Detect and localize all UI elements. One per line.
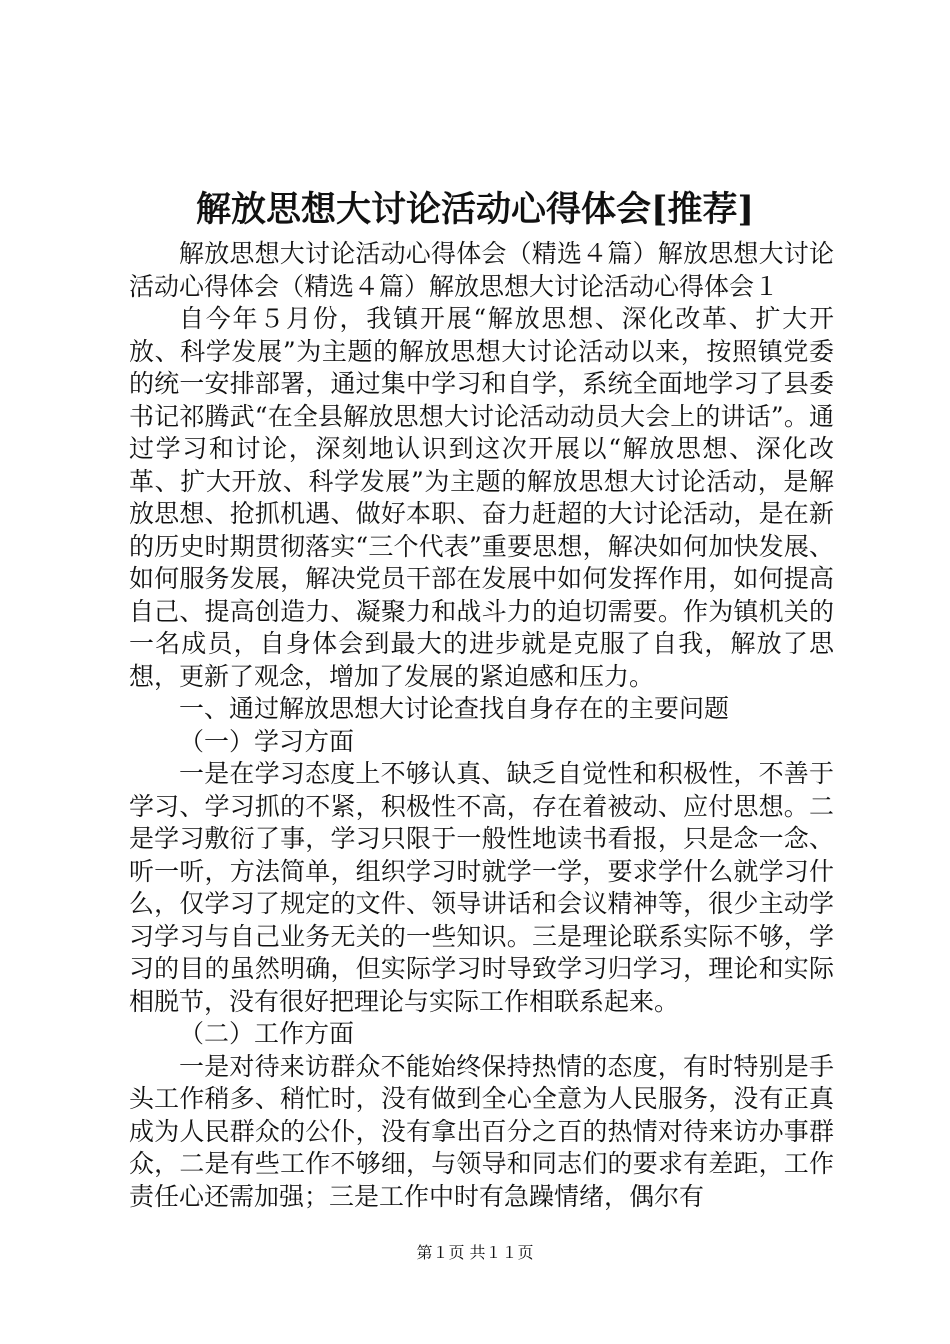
paragraph-main: 自今年５月份，我镇开展“解放思想、深化改革、扩大开放、科学发展”为主题的解放思想大讨论活动以来，按照镇党委的统一安排部署，通过集中学习和自学，系统全面地学习了县委书记祁腾武“在全县解放思想大讨论活动动员大会上的讲话”。通过学习和讨论，深刻地认识到这次开展以“解放思想、深化改革、扩大开放、科学发展”为主题的解放思想大讨论活动，是解放思想、抢抓机遇、做好本职、奋力赶超的大讨论活动，是在新的历史时期贯彻落实“三个代表”重要思想，解决如何加快发展、如何服务发展，解决党员干部在发展中如何发挥作用，如何提高自己、提高创造力、凝聚力和战斗力的迫切需要。作为镇机关的一名成员，自身体会到最大的进步就是克服了自我，解放了思想，更新了观念，增加了发展的紧迫感和压力。 xyxy=(129,304,834,691)
paragraph-intro: 解放思想大讨论活动心得体会（精选４篇）解放思想大讨论活动心得体会（精选４篇）解放思想大讨论活动心得体会１ xyxy=(129,239,834,301)
subsection-heading-work: （二）工作方面 xyxy=(179,1019,355,1048)
page-number-footer: 第１页 共１１页 xyxy=(416,1243,534,1262)
document-body xyxy=(129,238,834,1213)
paragraph-work: 一是对待来访群众不能始终保持热情的态度，有时特别是手头工作稍多、稍忙时，没有做到全心全意为人民服务，没有正真成为人民群众的公仆，没有拿出百分之百的热情对待来访办事群众，二是有些工作不够细，与领导和同志们的要求有差距，工作责任心还需加强；三是工作中时有急躁情绪，偶尔有 xyxy=(129,1051,834,1211)
subsection-heading-study: （一）学习方面 xyxy=(179,726,355,756)
paragraph-study: 一是在学习态度上不够认真、缺乏自觉性和积极性，不善于学习、学习抓的不紧，积极性不高，存在着被动、应付思想。二是学习敷衍了事，学习只限于一般性地读书看报，只是念一念、听一听，方法简单，组织学习时就学一学，要求学什么就学习什么，仅学习了规定的文件、领导讲话和会议精神等，很少主动学习学习与自己业务无关的一些知识。三是理论联系实际不够，学习的目的虽然明确，但实际学习时导致学习归学习，理论和实际相脱节，没有很好把理论与实际工作相联系起来。 xyxy=(129,759,834,1016)
section-heading-1: 一、通过解放思想大讨论查找自身存在的主要问题 xyxy=(179,694,730,723)
document-title: 解放思想大讨论活动心得体会[推荐] xyxy=(195,189,755,230)
